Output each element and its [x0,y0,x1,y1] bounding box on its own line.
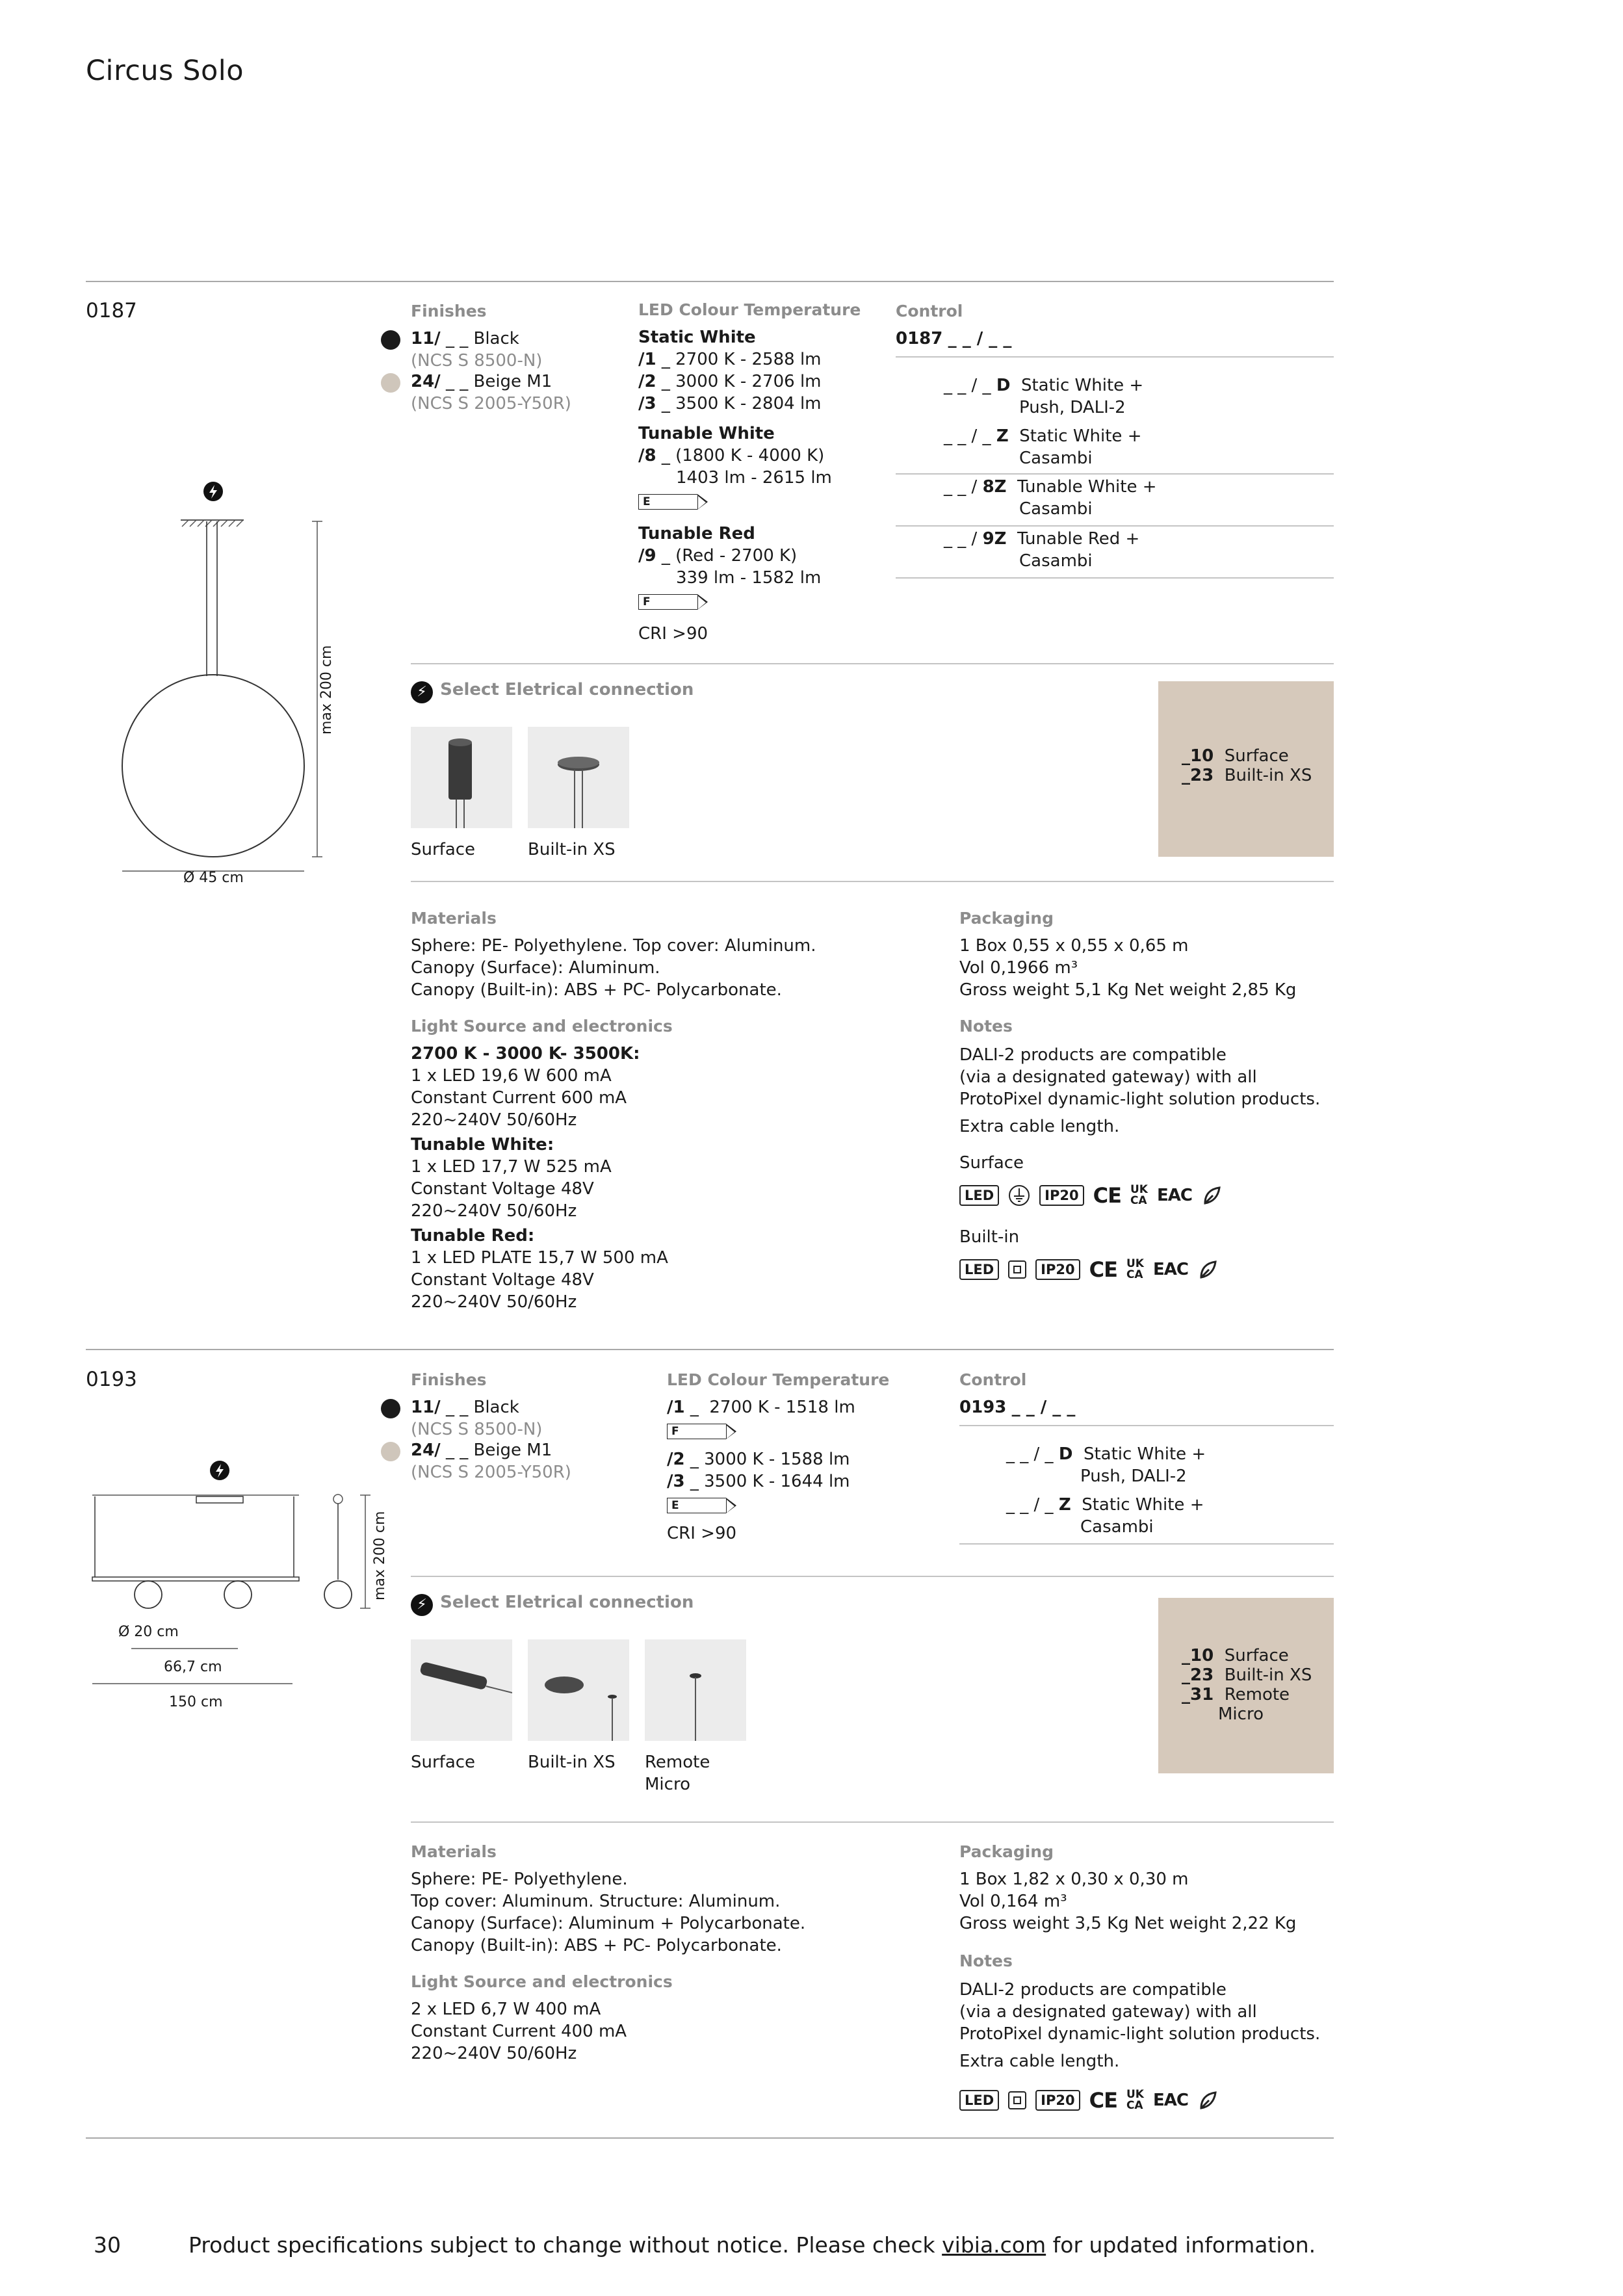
led-icon: LED [959,1259,999,1280]
height-dimension: max 200 cm [372,1511,388,1600]
control-option-z[interactable]: _ _ / _ Z Static White + Casambi [944,426,1142,468]
materials-label: Materials [411,909,497,928]
led-icon: LED [959,2090,999,2111]
section-divider [86,2137,1334,2139]
control-option-8z[interactable]: _ _ / 8Z Tunable White + Casambi [944,477,1157,519]
materials: Sphere: PE- Polyethylene. Top cover: Aluminum. Structure: Aluminum. Canopy (Surface): Aluminum + Polycarbonate. Canopy (Built-in): ABS + PC- Polycarbonate. [411,1870,806,1955]
energy-class-tag: E [638,494,697,510]
bolt-icon: ⚡ [411,681,433,703]
connection-label-surface: Surface [411,1753,476,1772]
section-divider [86,281,1334,282]
eac-mark-icon: EAC [1152,1260,1188,1279]
connection-thumb-builtin[interactable] [528,727,629,828]
packaging-label: Packaging [959,1842,1054,1861]
control-code: 0193 _ _ / _ _ [959,1398,1076,1417]
length-dimension: 150 cm [169,1694,223,1710]
packaging: 1 Box 0,55 x 0,55 x 0,65 m Vol 0,1966 m³ Gross weight 5,1 Kg Net weight 2,85 Kg [959,936,1297,1000]
cri: CRI >90 [638,624,708,644]
certifications-surface [959,1183,1222,1208]
recycle-leaf-icon [1197,2090,1218,2111]
led-temp-rows: /1 _ 2700 K - 1518 lm F /2 _ 3000 K - 1588 lm /3 _ 3500 K - 1644 lm E CRI >90 [667,1398,855,1543]
ukca-mark-icon: UK CA [1126,2088,1144,2112]
control-option-z[interactable]: _ _ / _ Z Static White + Casambi [1006,1495,1204,1537]
control-option-d[interactable]: _ _ / _ D Static White + Push, DALI-2 [944,376,1144,417]
notes-label: Notes [959,1017,1013,1036]
recycle-leaf-icon [1201,1185,1222,1206]
ukca-mark-icon: UK CA [1130,1183,1148,1207]
connection-label-builtin: Built-in XS [528,1753,616,1772]
energy-class-tag: F [667,1424,726,1439]
connection-code-panel: _10 Surface _23 Built-in XS [1158,681,1334,857]
inner-dimension: 66,7 cm [164,1659,222,1675]
vibia-link[interactable]: vibia.com [942,2232,1046,2258]
eac-mark-icon: EAC [1152,2091,1188,2110]
page-title: Circus Solo [86,55,244,87]
connection-label-surface: Surface [411,840,476,859]
connection-thumb-remote[interactable] [645,1639,746,1741]
class-ii-icon [1008,2091,1026,2109]
cert-builtin-label: Built-in [959,1227,1020,1247]
connection-thumb-surface[interactable] [411,727,512,828]
finish-swatch-black[interactable] [381,330,400,350]
eac-mark-icon: EAC [1156,1186,1192,1205]
recycle-leaf-icon [1197,1259,1218,1280]
led-temp-label: LED Colour Temperature [667,1370,890,1389]
light-source: 2 x LED 6,7 W 400 mA Constant Current 400 mA 220~240V 50/60Hz [411,2000,627,2063]
control-option-d[interactable]: _ _ / _ D Static White + Push, DALI-2 [1006,1444,1206,1486]
finishes-label: Finishes [411,302,487,320]
connection-header: ⚡ Select Eletrical connection [411,1593,694,1616]
finish-beige[interactable]: 24/ _ _ Beige M1 (NCS S 2005-Y50R) [411,1441,571,1482]
control-option-9z[interactable]: _ _ / 9Z Tunable Red + Casambi [944,529,1140,571]
finish-swatch-beige[interactable] [381,373,400,393]
packaging: 1 Box 1,82 x 0,30 x 0,30 m Vol 0,164 m³ Gross weight 3,5 Kg Net weight 2,22 Kg [959,1870,1297,1933]
bolt-icon: ⚡ [411,1594,433,1616]
pendant-drawing [104,475,338,891]
control-code: 0187 _ _ / _ _ [896,329,1012,348]
led-temp-label: LED Colour Temperature [638,300,861,319]
ground-icon [1008,1184,1030,1207]
led-temp-static: Static White /1 _ 2700 K - 2588 lm /2 _ 3000 K - 2706 lm /3 _ 3500 K - 2804 lm [638,328,822,413]
ukca-mark-icon: UK CA [1126,1257,1144,1281]
ip20-icon: IP20 [1035,2090,1080,2111]
notes: DALI-2 products are compatible (via a designated gateway) with all ProtoPixel dynamic-light solution products. Extra cable length. [959,1980,1321,2071]
finish-swatch-black[interactable] [381,1399,400,1418]
energy-class-tag: F [638,594,697,610]
certifications-builtin [959,1257,1218,1282]
cert-surface-label: Surface [959,1153,1024,1173]
product-code: 0187 [86,299,137,322]
light-source-label: Light Source and electronics [411,1017,673,1036]
product-code: 0193 [86,1368,137,1391]
diameter-dimension: Ø 45 cm [183,870,244,886]
ip20-icon: IP20 [1035,1259,1080,1280]
energy-class-tag: E [667,1498,726,1513]
connection-label-remote: Remote Micro [645,1753,710,1794]
light-source-label: Light Source and electronics [411,1972,673,1991]
height-dimension: max 200 cm [318,645,335,735]
page-number: 30 [94,2232,121,2258]
led-temp-tunable-red: Tunable Red /9 _ (Red - 2700 K) 339 lm - 1582 lm F [638,524,822,608]
certifications [959,2088,1218,2113]
diameter-dimension: Ø 20 cm [118,1624,179,1640]
connection-thumb-surface[interactable] [411,1639,512,1741]
materials: Sphere: PE- Polyethylene. Top cover: Aluminum. Canopy (Surface): Aluminum. Canopy (Built-in): ABS + PC- Polycarbonate. [411,936,816,1000]
led-icon: LED [959,1185,999,1206]
connection-header: ⚡ Select Eletrical connection [411,680,694,703]
finish-beige[interactable]: 24/ _ _ Beige M1 (NCS S 2005-Y50R) [411,372,571,413]
connection-label-builtin: Built-in XS [528,840,616,859]
ip20-icon: IP20 [1039,1185,1084,1206]
linear-pendant-drawing [84,1456,396,1716]
finishes-label: Finishes [411,1370,487,1389]
ce-mark-icon: CE [1093,1183,1121,1208]
notes-label: Notes [959,1951,1013,1970]
finish-black[interactable]: 11/ _ _ Black (NCS S 8500-N) [411,329,543,371]
connection-thumb-builtin[interactable] [528,1639,629,1741]
packaging-label: Packaging [959,909,1054,928]
led-temp-tunable-white: Tunable White /8 _ (1800 K - 4000 K) 1403 lm - 2615 lm E [638,424,832,508]
finish-swatch-beige[interactable] [381,1442,400,1461]
control-label: Control [959,1370,1027,1389]
connection-code-panel: _10 Surface _23 Built-in XS _31 Remote Micro [1158,1598,1334,1773]
light-source: 2700 K - 3000 K- 3500K: 1 x LED 19,6 W 600 mA Constant Current 600 mA 220~240V 50/60Hz Tunable White: 1 x LED 17,7 W 525 mA Constant Voltage 48V 220~240V 50/60Hz Tunable Red: 1 x LED PLATE 15,7 W 500 mA Constant Voltage 48V 220~240V 50/60Hz [411,1044,668,1312]
footer-note: Product specifications subject to change without notice. Please check vibia.com for updated information. [188,2232,1316,2258]
finish-black[interactable]: 11/ _ _ Black (NCS S 8500-N) [411,1398,543,1439]
materials-label: Materials [411,1842,497,1861]
control-label: Control [896,302,963,320]
ce-mark-icon: CE [1089,1257,1117,1282]
class-ii-icon [1008,1260,1026,1279]
notes: DALI-2 products are compatible (via a designated gateway) with all ProtoPixel dynamic-light solution products. Extra cable length. [959,1045,1321,1136]
section-divider [86,1349,1334,1350]
ce-mark-icon: CE [1089,2088,1117,2113]
